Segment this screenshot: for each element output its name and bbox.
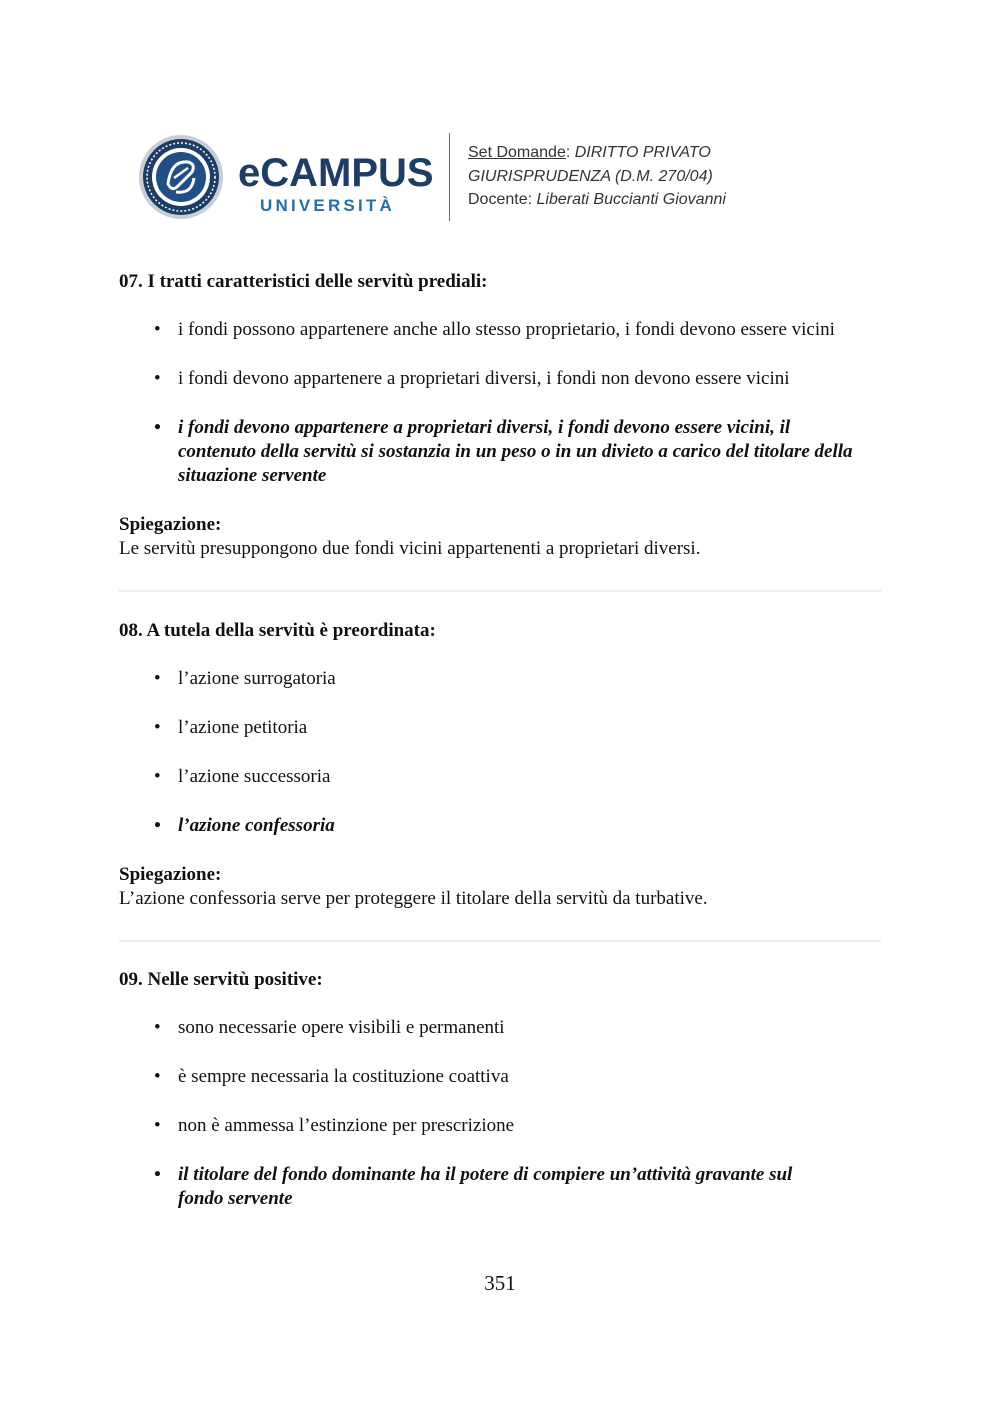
bullet-icon: • xyxy=(154,668,161,689)
set-label: Set Domande xyxy=(468,144,566,161)
bullet-icon: • xyxy=(154,1115,161,1136)
docente-label: Docente xyxy=(468,191,528,208)
bullet-icon: • xyxy=(154,766,161,787)
answer-option: • sono necessarie opere visibili e permanenti xyxy=(154,1017,505,1038)
bullet-icon: • xyxy=(154,717,161,738)
bullet-icon: • xyxy=(154,1066,161,1087)
answer-option: • l’azione surrogatoria xyxy=(154,668,336,689)
answer-list xyxy=(119,667,881,838)
answer-list xyxy=(119,1016,881,1211)
bullet-icon: • xyxy=(154,417,161,438)
answer-option-correct: • il titolare del fondo dominante ha il potere di compiere un’attività gravante sul fondo servente xyxy=(154,1164,793,1209)
bullet-icon: • xyxy=(154,368,161,389)
bullet-icon: • xyxy=(154,1164,161,1185)
page-header xyxy=(138,131,758,223)
course-line xyxy=(468,165,726,189)
question-separator xyxy=(119,940,881,942)
answer-option: • l’azione petitoria xyxy=(154,717,308,738)
course-value: GIURISPRUDENZA (D.M. 270/04) xyxy=(468,167,713,185)
page-number: 351 xyxy=(484,1271,516,1295)
ecampus-seal-logo xyxy=(138,134,224,220)
explanation-label: Spiegazione: xyxy=(119,864,222,885)
header-info xyxy=(468,141,726,212)
bullet-icon: • xyxy=(154,815,161,836)
docente-value: Liberati Buccianti Giovanni xyxy=(536,191,726,208)
bullet-icon: • xyxy=(154,1017,161,1038)
answer-option: • non è ammessa l’estinzione per prescrizione xyxy=(154,1115,515,1136)
question-title: 08. A tutela della servitù è preordinata: xyxy=(119,620,436,641)
answer-option: • l’azione successoria xyxy=(154,766,331,787)
docente-line: Docente: Liberati Buccianti Giovanni xyxy=(468,191,726,208)
set-value: DIRITTO PRIVATO xyxy=(574,144,711,161)
answer-list xyxy=(119,318,881,488)
question-title: 07. I tratti caratteristici delle servitù prediali: xyxy=(119,271,488,292)
bullet-icon: • xyxy=(154,319,161,340)
explanation-text: L’azione confessoria serve per proteggere il titolare della servitù da turbative. xyxy=(119,888,708,909)
answer-option: • i fondi devono appartenere a proprietari diversi, i fondi non devono essere vicini xyxy=(154,368,790,389)
question-separator xyxy=(119,590,881,592)
explanation-label: Spiegazione: xyxy=(119,514,222,535)
explanation-text: Le servitù presuppongono due fondi vicini appartenenti a proprietari diversi. xyxy=(119,538,701,559)
header-divider xyxy=(449,133,450,221)
set-domande-line: Set Domande: DIRITTO PRIVATO xyxy=(468,144,711,161)
logo-main-text: eCAMPUS xyxy=(238,151,434,195)
answer-option: • i fondi possono appartenere anche allo stesso proprietario, i fondi devono essere vicini xyxy=(154,319,835,340)
question-title: 09. Nelle servitù positive: xyxy=(119,969,323,990)
answer-option-correct: • l’azione confessoria xyxy=(154,815,335,836)
logo-sub-text: UNIVERSITÀ xyxy=(260,196,395,215)
question-09 xyxy=(119,968,881,1211)
question-07 xyxy=(119,270,881,561)
answer-option: • è sempre necessaria la costituzione coattiva xyxy=(154,1066,509,1087)
question-08 xyxy=(119,619,881,911)
ecampus-wordmark xyxy=(238,153,434,216)
answer-option-correct: • i fondi devono appartenere a proprietari diversi, i fondi devono essere vicini, il contenuto della servitù si sostanzia in un peso o in un divieto a carico del titolare della situazione servente xyxy=(154,417,853,486)
